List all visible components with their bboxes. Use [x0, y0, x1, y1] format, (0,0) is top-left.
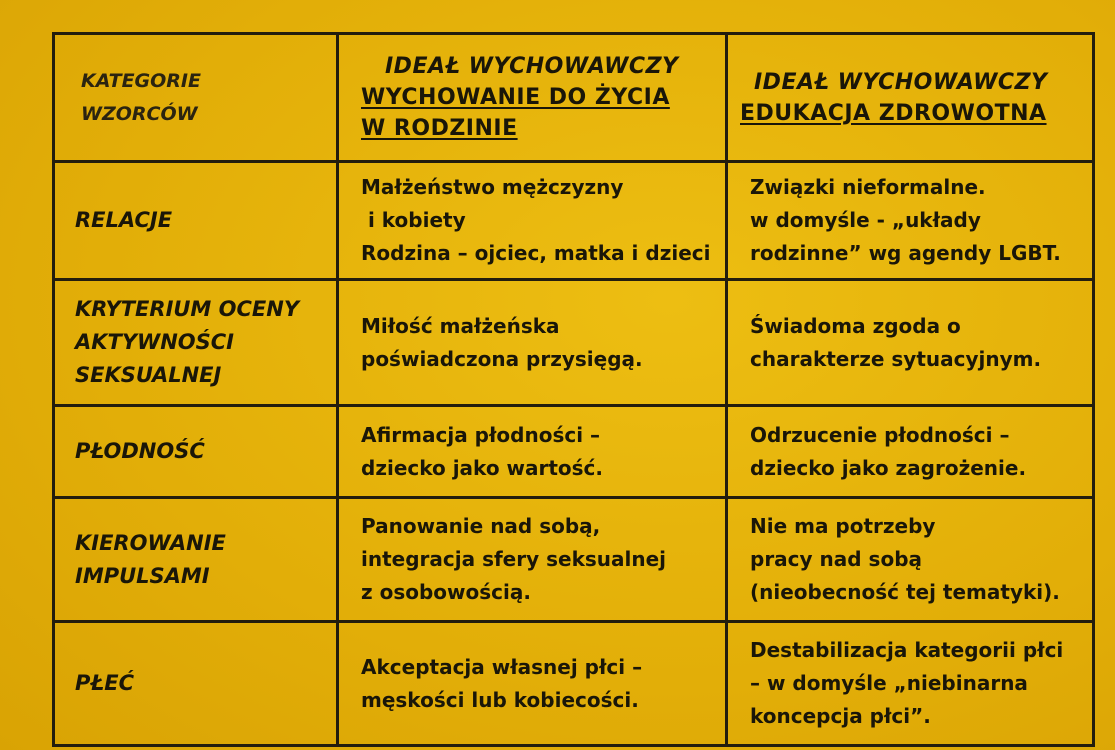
cell-line: poświadczona przysięgą.: [361, 346, 643, 371]
table-row: [54, 498, 1094, 622]
header-col1-line-1: IDEAŁ WYCHOWAWCZY: [385, 54, 679, 79]
cell-line: dziecko jako zagrożenie.: [750, 455, 1027, 480]
cell-line: Nie ma potrzeby: [750, 514, 936, 538]
header-category-line-1: KATEGORIE: [81, 69, 201, 92]
cell-line: dziecko jako wartość.: [361, 455, 604, 480]
category-cell: [54, 280, 338, 406]
category-line: PŁODNOŚĆ: [75, 439, 205, 463]
category-line: AKTYWNOŚCI: [75, 330, 234, 354]
cell-line: pracy nad sobą: [750, 547, 923, 571]
header-category-line-2: WZORCÓW: [81, 102, 198, 125]
ez-cell: [727, 498, 1094, 622]
wdzwr-cell: [338, 280, 727, 406]
header-col1-line-3: W RODZINIE: [361, 116, 518, 141]
wdzwr-cell: [338, 406, 727, 498]
header-category-cell: [54, 34, 338, 162]
cell-line: i kobiety: [361, 208, 466, 232]
header-col2-line-2: EDUKACJA ZDROWOTNA: [740, 100, 1047, 126]
header-col2-line-1: IDEAŁ WYCHOWAWCZY: [754, 69, 1048, 95]
cell-line: (nieobecność tej tematyki).: [750, 580, 1060, 604]
cell-line: w domyśle - „układy: [750, 208, 981, 232]
table-row: [54, 162, 1094, 280]
wdzwr-cell: [338, 162, 727, 280]
cell-line: Związki nieformalne.: [750, 175, 986, 199]
ez-cell: [727, 162, 1094, 280]
cell-line: koncepcja płci”.: [750, 704, 931, 728]
cell-line: Panowanie nad sobą,: [361, 514, 601, 538]
wdzwr-cell: [338, 622, 727, 746]
category-line: SEKSUALNEJ: [75, 363, 222, 387]
ez-cell: [727, 622, 1094, 746]
table-row: [54, 280, 1094, 406]
ez-cell: [727, 280, 1094, 406]
category-line: KIEROWANIE: [75, 530, 226, 555]
category-line: RELACJE: [75, 208, 173, 232]
cell-line: męskości lub kobiecości.: [361, 687, 639, 712]
cell-line: Afirmacja płodności –: [361, 422, 601, 447]
cell-line: Odrzucenie płodności –: [750, 422, 1010, 447]
table-row: [54, 622, 1094, 746]
cell-line: Miłość małżeńska: [361, 313, 560, 338]
cell-line: Małżeństwo mężczyzny: [361, 175, 624, 199]
category-cell: [54, 162, 338, 280]
category-cell: [54, 406, 338, 498]
cell-line: Destabilizacja kategorii płci: [750, 638, 1064, 662]
comparison-table: [52, 32, 1095, 747]
category-line: IMPULSAMI: [75, 563, 210, 588]
category-cell: [54, 498, 338, 622]
cell-line: integracja sfery seksualnej: [361, 547, 667, 571]
category-line: PŁEĆ: [75, 671, 135, 695]
header-col1-line-2: WYCHOWANIE DO ŻYCIA: [361, 85, 670, 110]
header-col1-cell: [338, 34, 727, 162]
category-cell: [54, 622, 338, 746]
category-line: KRYTERIUM OCENY: [75, 297, 300, 321]
cell-line: z osobowością.: [361, 580, 531, 604]
table-row: [54, 406, 1094, 498]
header-col2-cell: [727, 34, 1094, 162]
cell-line: rodzinne” wg agendy LGBT.: [750, 241, 1061, 265]
ez-cell: [727, 406, 1094, 498]
wdzwr-cell: [338, 498, 727, 622]
header-row: [54, 34, 1094, 162]
cell-line: Świadoma zgoda o: [750, 313, 961, 338]
cell-line: Akceptacja własnej płci –: [361, 654, 643, 679]
cell-line: Rodzina – ojciec, matka i dzieci: [361, 241, 711, 265]
cell-line: – w domyśle „niebinarna: [750, 671, 1028, 695]
cell-line: charakterze sytuacyjnym.: [750, 346, 1042, 371]
